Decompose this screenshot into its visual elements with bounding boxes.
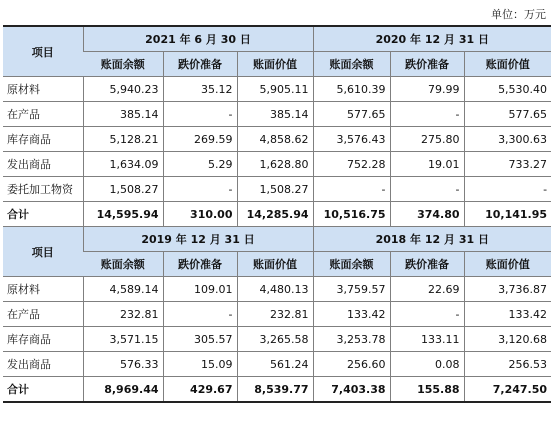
table-cell: 733.27 bbox=[464, 152, 551, 177]
table-cell: - bbox=[390, 177, 464, 202]
table-cell: 109.01 bbox=[163, 277, 237, 302]
table-cell: 133.42 bbox=[464, 302, 551, 327]
table-cell: 10,516.75 bbox=[313, 202, 390, 227]
table-cell: 133.42 bbox=[313, 302, 390, 327]
table-cell: 3,300.63 bbox=[464, 127, 551, 152]
column-header: 账面余额 bbox=[83, 52, 163, 77]
table-cell: 5,128.21 bbox=[83, 127, 163, 152]
table-row bbox=[3, 352, 551, 377]
period-header: 2020 年 12 月 31 日 bbox=[313, 26, 551, 52]
table-row bbox=[3, 327, 551, 352]
section-2019-2018 bbox=[3, 227, 551, 403]
table-cell: - bbox=[163, 302, 237, 327]
table-cell: 3,265.58 bbox=[237, 327, 313, 352]
table-cell: 3,120.68 bbox=[464, 327, 551, 352]
row-label: 委托加工物资 bbox=[3, 177, 83, 202]
table-cell: 3,253.78 bbox=[313, 327, 390, 352]
table-cell: 232.81 bbox=[237, 302, 313, 327]
table-cell: 256.60 bbox=[313, 352, 390, 377]
total-label: 合计 bbox=[3, 377, 83, 403]
table-cell: 133.11 bbox=[390, 327, 464, 352]
inventory-table bbox=[3, 25, 551, 403]
table-cell: 14,595.94 bbox=[83, 202, 163, 227]
table-cell: - bbox=[464, 177, 551, 202]
table-cell: 4,589.14 bbox=[83, 277, 163, 302]
table-cell: 269.59 bbox=[163, 127, 237, 152]
table-row bbox=[3, 277, 551, 302]
table-cell: 577.65 bbox=[313, 102, 390, 127]
column-header: 跌价准备 bbox=[390, 52, 464, 77]
table-cell: 7,403.38 bbox=[313, 377, 390, 403]
table-cell: 5,940.23 bbox=[83, 77, 163, 102]
table-row bbox=[3, 127, 551, 152]
table-cell: 22.69 bbox=[390, 277, 464, 302]
table-cell: 155.88 bbox=[390, 377, 464, 403]
table-cell: 4,858.62 bbox=[237, 127, 313, 152]
table-row bbox=[3, 302, 551, 327]
column-header: 账面价值 bbox=[464, 52, 551, 77]
table-cell: 385.14 bbox=[237, 102, 313, 127]
table-cell: 561.24 bbox=[237, 352, 313, 377]
table-cell: 3,759.57 bbox=[313, 277, 390, 302]
total-row bbox=[3, 202, 551, 227]
table-cell: 5.29 bbox=[163, 152, 237, 177]
table-cell: 4,480.13 bbox=[237, 277, 313, 302]
table-cell: 305.57 bbox=[163, 327, 237, 352]
period-header: 2019 年 12 月 31 日 bbox=[83, 227, 313, 252]
table-row bbox=[3, 152, 551, 177]
table-cell: 3,571.15 bbox=[83, 327, 163, 352]
table-cell: - bbox=[390, 102, 464, 127]
total-row bbox=[3, 377, 551, 403]
table-cell: 10,141.95 bbox=[464, 202, 551, 227]
section-2021-2020 bbox=[3, 26, 551, 227]
table-cell: 3,736.87 bbox=[464, 277, 551, 302]
period-header: 2018 年 12 月 31 日 bbox=[313, 227, 551, 252]
row-label: 原材料 bbox=[3, 77, 83, 102]
item-header: 项目 bbox=[3, 227, 83, 277]
table-cell: 275.80 bbox=[390, 127, 464, 152]
table-cell: - bbox=[163, 102, 237, 127]
total-label: 合计 bbox=[3, 202, 83, 227]
table-cell: 256.53 bbox=[464, 352, 551, 377]
column-header: 账面价值 bbox=[237, 52, 313, 77]
table-cell: 79.99 bbox=[390, 77, 464, 102]
table-cell: 374.80 bbox=[390, 202, 464, 227]
row-label: 发出商品 bbox=[3, 352, 83, 377]
table-row bbox=[3, 77, 551, 102]
table-cell: 5,530.40 bbox=[464, 77, 551, 102]
table-cell: 576.33 bbox=[83, 352, 163, 377]
row-label: 库存商品 bbox=[3, 127, 83, 152]
row-label: 库存商品 bbox=[3, 327, 83, 352]
table-cell: 19.01 bbox=[390, 152, 464, 177]
column-header: 跌价准备 bbox=[163, 252, 237, 277]
period-header: 2021 年 6 月 30 日 bbox=[83, 26, 313, 52]
table-cell: 3,576.43 bbox=[313, 127, 390, 152]
column-header: 账面价值 bbox=[464, 252, 551, 277]
table-cell: 577.65 bbox=[464, 102, 551, 127]
table-cell: 385.14 bbox=[83, 102, 163, 127]
table-cell: 5,905.11 bbox=[237, 77, 313, 102]
row-label: 在产品 bbox=[3, 102, 83, 127]
table-cell: 310.00 bbox=[163, 202, 237, 227]
table-cell: 5,610.39 bbox=[313, 77, 390, 102]
column-header: 账面价值 bbox=[237, 252, 313, 277]
table-cell: 1,628.80 bbox=[237, 152, 313, 177]
row-label: 发出商品 bbox=[3, 152, 83, 177]
item-header: 项目 bbox=[3, 26, 83, 77]
table-cell: 1,634.09 bbox=[83, 152, 163, 177]
table-cell: 0.08 bbox=[390, 352, 464, 377]
column-header: 跌价准备 bbox=[390, 252, 464, 277]
table-cell: 15.09 bbox=[163, 352, 237, 377]
table-cell: - bbox=[313, 177, 390, 202]
table-cell: 1,508.27 bbox=[83, 177, 163, 202]
table-cell: 35.12 bbox=[163, 77, 237, 102]
table-cell: 232.81 bbox=[83, 302, 163, 327]
row-label: 原材料 bbox=[3, 277, 83, 302]
table-cell: - bbox=[390, 302, 464, 327]
table-cell: 7,247.50 bbox=[464, 377, 551, 403]
column-header: 账面余额 bbox=[313, 252, 390, 277]
table-row bbox=[3, 102, 551, 127]
unit-label: 单位：万元 bbox=[491, 8, 546, 21]
column-header: 账面余额 bbox=[83, 252, 163, 277]
table-cell: 1,508.27 bbox=[237, 177, 313, 202]
column-header: 跌价准备 bbox=[163, 52, 237, 77]
table-row bbox=[3, 177, 551, 202]
table-cell: 429.67 bbox=[163, 377, 237, 403]
table-cell: - bbox=[163, 177, 237, 202]
table-cell: 14,285.94 bbox=[237, 202, 313, 227]
table-cell: 752.28 bbox=[313, 152, 390, 177]
column-header: 账面余额 bbox=[313, 52, 390, 77]
table-cell: 8,969.44 bbox=[83, 377, 163, 403]
row-label: 在产品 bbox=[3, 302, 83, 327]
table-cell: 8,539.77 bbox=[237, 377, 313, 403]
